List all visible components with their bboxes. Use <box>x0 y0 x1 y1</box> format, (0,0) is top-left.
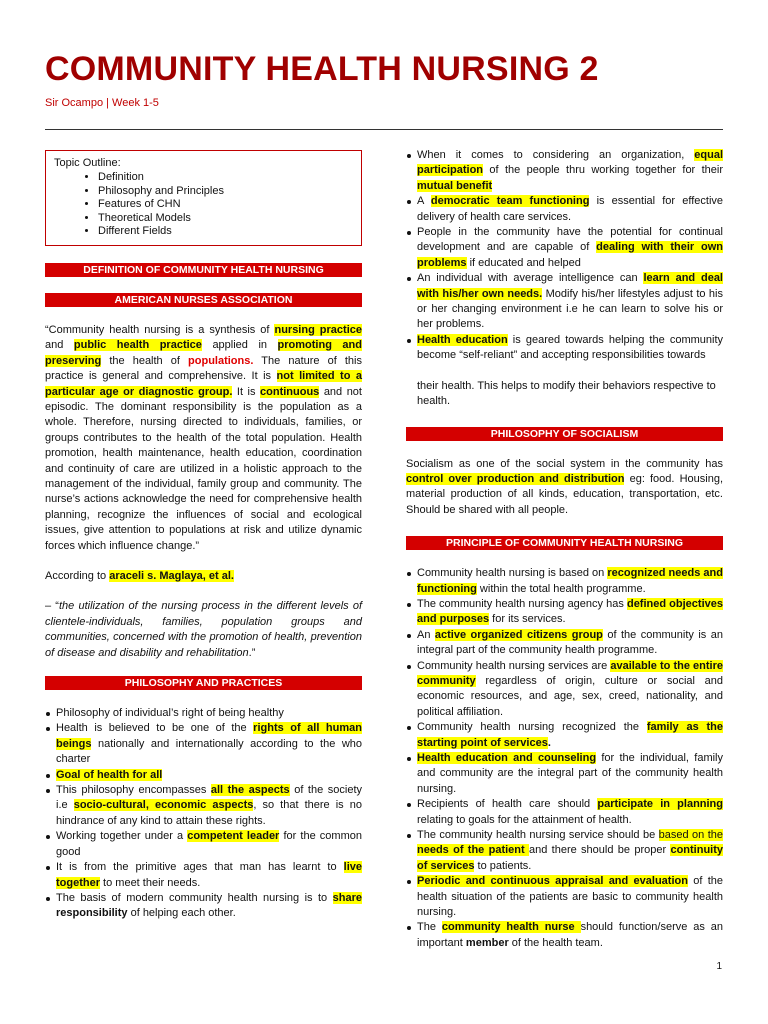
according-line: According to araceli s. Maglaya, et al. <box>45 570 234 582</box>
section-header-philosophy: PHILOSOPHY AND PRACTICES <box>45 676 362 690</box>
header-divider <box>45 129 723 130</box>
ana-definition-paragraph: “Community health nursing is a synthesis of nursing practice and public health practice applied in promoting and preserving the health of populations. The nature of this practice is general and comprehensive. It is not limited to a particular age or diagnostic group. It is continuous and not episodic. The dominant responsibility is the population as a whole. Therefore, nursing directed to individuals, families, or groups contributes to the health of the total population. Health promotion, health maintenance, health education, coordination and continuity of care are utilized in a holistic approach to the management of the individual, family group and community. The nurse’s actions acknowledge the need for comprehensive health planning, recognize the influences of social and ecological issues, give attention to populations at risk and utilize dynamic forces which influence change.” <box>45 323 362 552</box>
list-item: Health education and counseling for the individual, family and community are the integral part of the community health nursing. <box>417 751 723 797</box>
philosophy-list <box>45 706 362 922</box>
topic-outline-box <box>45 150 362 246</box>
outline-item: • Features of CHN <box>98 198 353 212</box>
list-item: Recipients of health care should participate in planning relating to goals for the attainment of health. <box>417 797 723 828</box>
list-item: This philosophy encompasses all the aspects of the society i.e socio-cultural, economic aspects, so that there is no hindrance of any kind to attain these rights. <box>56 783 362 829</box>
list-item: Community health nursing services are available to the entire community regardless of origin, culture or social and economic resources, and age, sex, creed, nationality, and political affiliation. <box>417 659 723 721</box>
list-item: The community health nursing agency has defined objectives and purposes for its services. <box>417 597 723 628</box>
socialism-paragraph: Socialism as one of the social system in the community has control over production and distribution eg: food. Housing, material production of all kinds, education, transportation, etc. Should be shared with all people. <box>406 457 723 516</box>
right-column <box>406 148 723 966</box>
document-subtitle: Sir Ocampo | Week 1-5 <box>45 97 159 109</box>
list-item: Health is believed to be one of the rights of all human beings nationally and internationally according to the who charter <box>56 721 362 767</box>
list-item: The basis of modern community health nursing is to share responsibility of helping each other. <box>56 891 362 922</box>
list-item: Goal of health for all <box>56 768 362 783</box>
maglaya-quote: – “the utilization of the nursing process in the different levels of clientele-individuals, families, population groups and communities, concerned with the promotion of health, prevention of disease and disability and rehabilitation.” <box>45 600 363 659</box>
list-item: An individual with average intelligence can learn and deal with his/her own needs. Modify his/her lifestyles adjust to his or her changing environment i.e he can learn to solve his or her problems. <box>417 271 723 333</box>
list-item: An active organized citizens group of the community is an integral part of the community health programme. <box>417 628 723 659</box>
list-item: Health education is geared towards helping the community become “self-reliant” and accepting responsibilities towards <box>417 333 723 364</box>
left-column <box>45 150 362 937</box>
outline-item: • Different Fields <box>98 225 353 239</box>
list-item: Philosophy of individual’s right of being healthy <box>56 706 362 721</box>
list-item: It is from the primitive ages that man has learnt to live together to meet their needs. <box>56 860 362 891</box>
outline-item: • Philosophy and Principles <box>98 185 353 199</box>
principle-list <box>406 566 723 951</box>
list-item: Community health nursing recognized the family as the starting point of services. <box>417 720 723 751</box>
document-title: COMMUNITY HEALTH NURSING 2 <box>45 50 599 88</box>
outline-item: • Theoretical Models <box>98 212 353 226</box>
list-item: A democratic team functioning is essential for effective delivery of health care services. <box>417 194 723 225</box>
list-item: When it comes to considering an organization, equal participation of the people thru working together for their mutual benefit <box>417 148 723 194</box>
organization-list <box>406 148 723 364</box>
list-item: Community health nursing is based on recognized needs and functioning within the total health programme. <box>417 566 723 597</box>
list-item: People in the community have the potential for continual development and are capable of dealing with their own problems if educated and helped <box>417 225 723 271</box>
section-header-definition: DEFINITION OF COMMUNITY HEALTH NURSING <box>45 263 362 277</box>
topic-outline-label: Topic Outline: <box>54 157 121 169</box>
continued-text: their health. This helps to modify their behaviors respective to health. <box>417 379 716 408</box>
list-item: The community health nurse should function/serve as an important member of the health team. <box>417 920 723 951</box>
section-header-ana: AMERICAN NURSES ASSOCIATION <box>45 293 362 307</box>
list-item: Periodic and continuous appraisal and evaluation of the health situation of the patients are basic to community health nursing. <box>417 874 723 920</box>
list-item: The community health nursing service should be based on the needs of the patient and there should be proper continuity of services to patients. <box>417 828 723 874</box>
section-header-socialism: PHILOSOPHY OF SOCIALISM <box>406 427 723 441</box>
outline-item: • Definition <box>98 171 353 185</box>
topic-outline-list <box>54 171 353 239</box>
list-item: Working together under a competent leader for the common good <box>56 829 362 860</box>
section-header-principle: PRINCIPLE OF COMMUNITY HEALTH NURSING <box>406 536 723 550</box>
page-number: 1 <box>716 961 722 972</box>
